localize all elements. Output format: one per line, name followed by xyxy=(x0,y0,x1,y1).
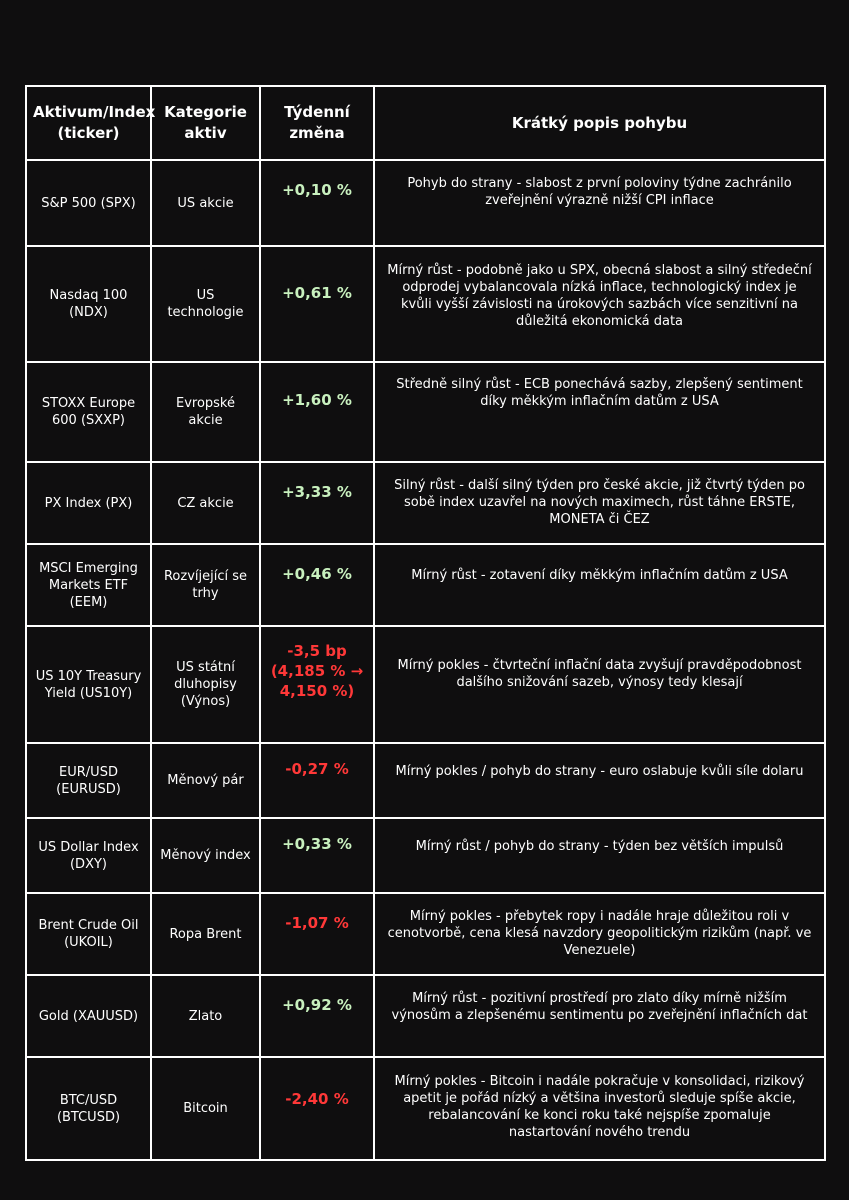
table-row xyxy=(26,893,825,975)
header-category: Kategorie aktiv xyxy=(151,86,260,160)
asset-cell: PX Index (PX) xyxy=(26,462,151,544)
category-cell: Měnový pár xyxy=(151,743,260,818)
asset-cell: Gold (XAUUSD) xyxy=(26,975,151,1057)
table-header xyxy=(26,86,825,160)
header-change: Týdenní změna xyxy=(260,86,374,160)
category-cell: CZ akcie xyxy=(151,462,260,544)
category-cell: Rozvíjející se trhy xyxy=(151,544,260,626)
change-cell: -0,27 % xyxy=(260,743,374,818)
market-summary-table xyxy=(25,85,826,1161)
table-row xyxy=(26,462,825,544)
category-cell: Zlato xyxy=(151,975,260,1057)
asset-cell: STOXX Europe 600 (SXXP) xyxy=(26,362,151,462)
change-cell: -1,07 % xyxy=(260,893,374,975)
asset-cell: EUR/USD (EURUSD) xyxy=(26,743,151,818)
change-cell: +0,10 % xyxy=(260,160,374,246)
change-cell: +0,46 % xyxy=(260,544,374,626)
description-cell: Středně silný růst - ECB ponechává sazby, zlepšený sentiment díky měkkým inflačním datům z USA xyxy=(374,362,825,462)
category-cell: Měnový index xyxy=(151,818,260,893)
description-cell: Mírný pokles - Bitcoin i nadále pokračuje v konsolidaci, rizikový apetit je pořád nízký a většina investorů sleduje spíše akcie, rebalancování ke konci roku také nejspíše zpomaluje nastartování nového trendu xyxy=(374,1057,825,1160)
table-row xyxy=(26,362,825,462)
description-cell: Pohyb do strany - slabost z první poloviny týdne zachránilo zveřejnění výrazně nižší CPI inflace xyxy=(374,160,825,246)
description-cell: Mírný růst - pozitivní prostředí pro zlato díky mírně nižším výnosům a zlepšenému sentimentu po zveřejnění inflačních dat xyxy=(374,975,825,1057)
header-asset: Aktivum/Index (ticker) xyxy=(26,86,151,160)
category-cell: US akcie xyxy=(151,160,260,246)
table-row xyxy=(26,743,825,818)
table-row xyxy=(26,818,825,893)
asset-cell: US Dollar Index (DXY) xyxy=(26,818,151,893)
description-cell: Mírný růst - podobně jako u SPX, obecná slabost a silný středeční odprodej vybalancovala nízká inflace, technologický index je kvůli vyšší závislosti na úrokových sazbách více senzitivní na důležitá ekonomická data xyxy=(374,246,825,362)
category-cell: Bitcoin xyxy=(151,1057,260,1160)
change-cell: -2,40 % xyxy=(260,1057,374,1160)
description-cell: Mírný růst - zotavení díky měkkým inflačním datům z USA xyxy=(374,544,825,626)
description-cell: Mírný pokles / pohyb do strany - euro oslabuje kvůli síle dolaru xyxy=(374,743,825,818)
change-cell: +0,61 % xyxy=(260,246,374,362)
category-cell: Evropské akcie xyxy=(151,362,260,462)
change-cell: +1,60 % xyxy=(260,362,374,462)
asset-cell: US 10Y Treasury Yield (US10Y) xyxy=(26,626,151,743)
table-row xyxy=(26,1057,825,1160)
header-row xyxy=(26,86,825,160)
asset-cell: Brent Crude Oil (UKOIL) xyxy=(26,893,151,975)
header-description: Krátký popis pohybu xyxy=(374,86,825,160)
change-cell: +3,33 % xyxy=(260,462,374,544)
table-body xyxy=(26,160,825,1160)
description-cell: Mírný pokles - čtvrteční inflační data zvyšují pravděpodobnost dalšího snižování sazeb, výnosy tedy klesají xyxy=(374,626,825,743)
change-cell: +0,92 % xyxy=(260,975,374,1057)
table-row xyxy=(26,246,825,362)
table-row xyxy=(26,975,825,1057)
category-cell: US státní dluhopisy (Výnos) xyxy=(151,626,260,743)
asset-cell: S&P 500 (SPX) xyxy=(26,160,151,246)
asset-cell: MSCI Emerging Markets ETF (EEM) xyxy=(26,544,151,626)
category-cell: US technologie xyxy=(151,246,260,362)
asset-cell: Nasdaq 100 (NDX) xyxy=(26,246,151,362)
description-cell: Mírný růst / pohyb do strany - týden bez větších impulsů xyxy=(374,818,825,893)
table-row xyxy=(26,626,825,743)
category-cell: Ropa Brent xyxy=(151,893,260,975)
change-cell: +0,33 % xyxy=(260,818,374,893)
description-cell: Silný růst - další silný týden pro české akcie, již čtvrtý týden po sobě index uzavřel na nových maximech, růst táhne ERSTE, MONETA či ČEZ xyxy=(374,462,825,544)
table-row xyxy=(26,160,825,246)
change-cell: -3,5 bp (4,185 % → 4,150 %) xyxy=(260,626,374,743)
asset-cell: BTC/USD (BTCUSD) xyxy=(26,1057,151,1160)
table-row xyxy=(26,544,825,626)
description-cell: Mírný pokles - přebytek ropy i nadále hraje důležitou roli v cenotvorbě, cena klesá navzdory geopolitickým rizikům (např. ve Venezuele) xyxy=(374,893,825,975)
